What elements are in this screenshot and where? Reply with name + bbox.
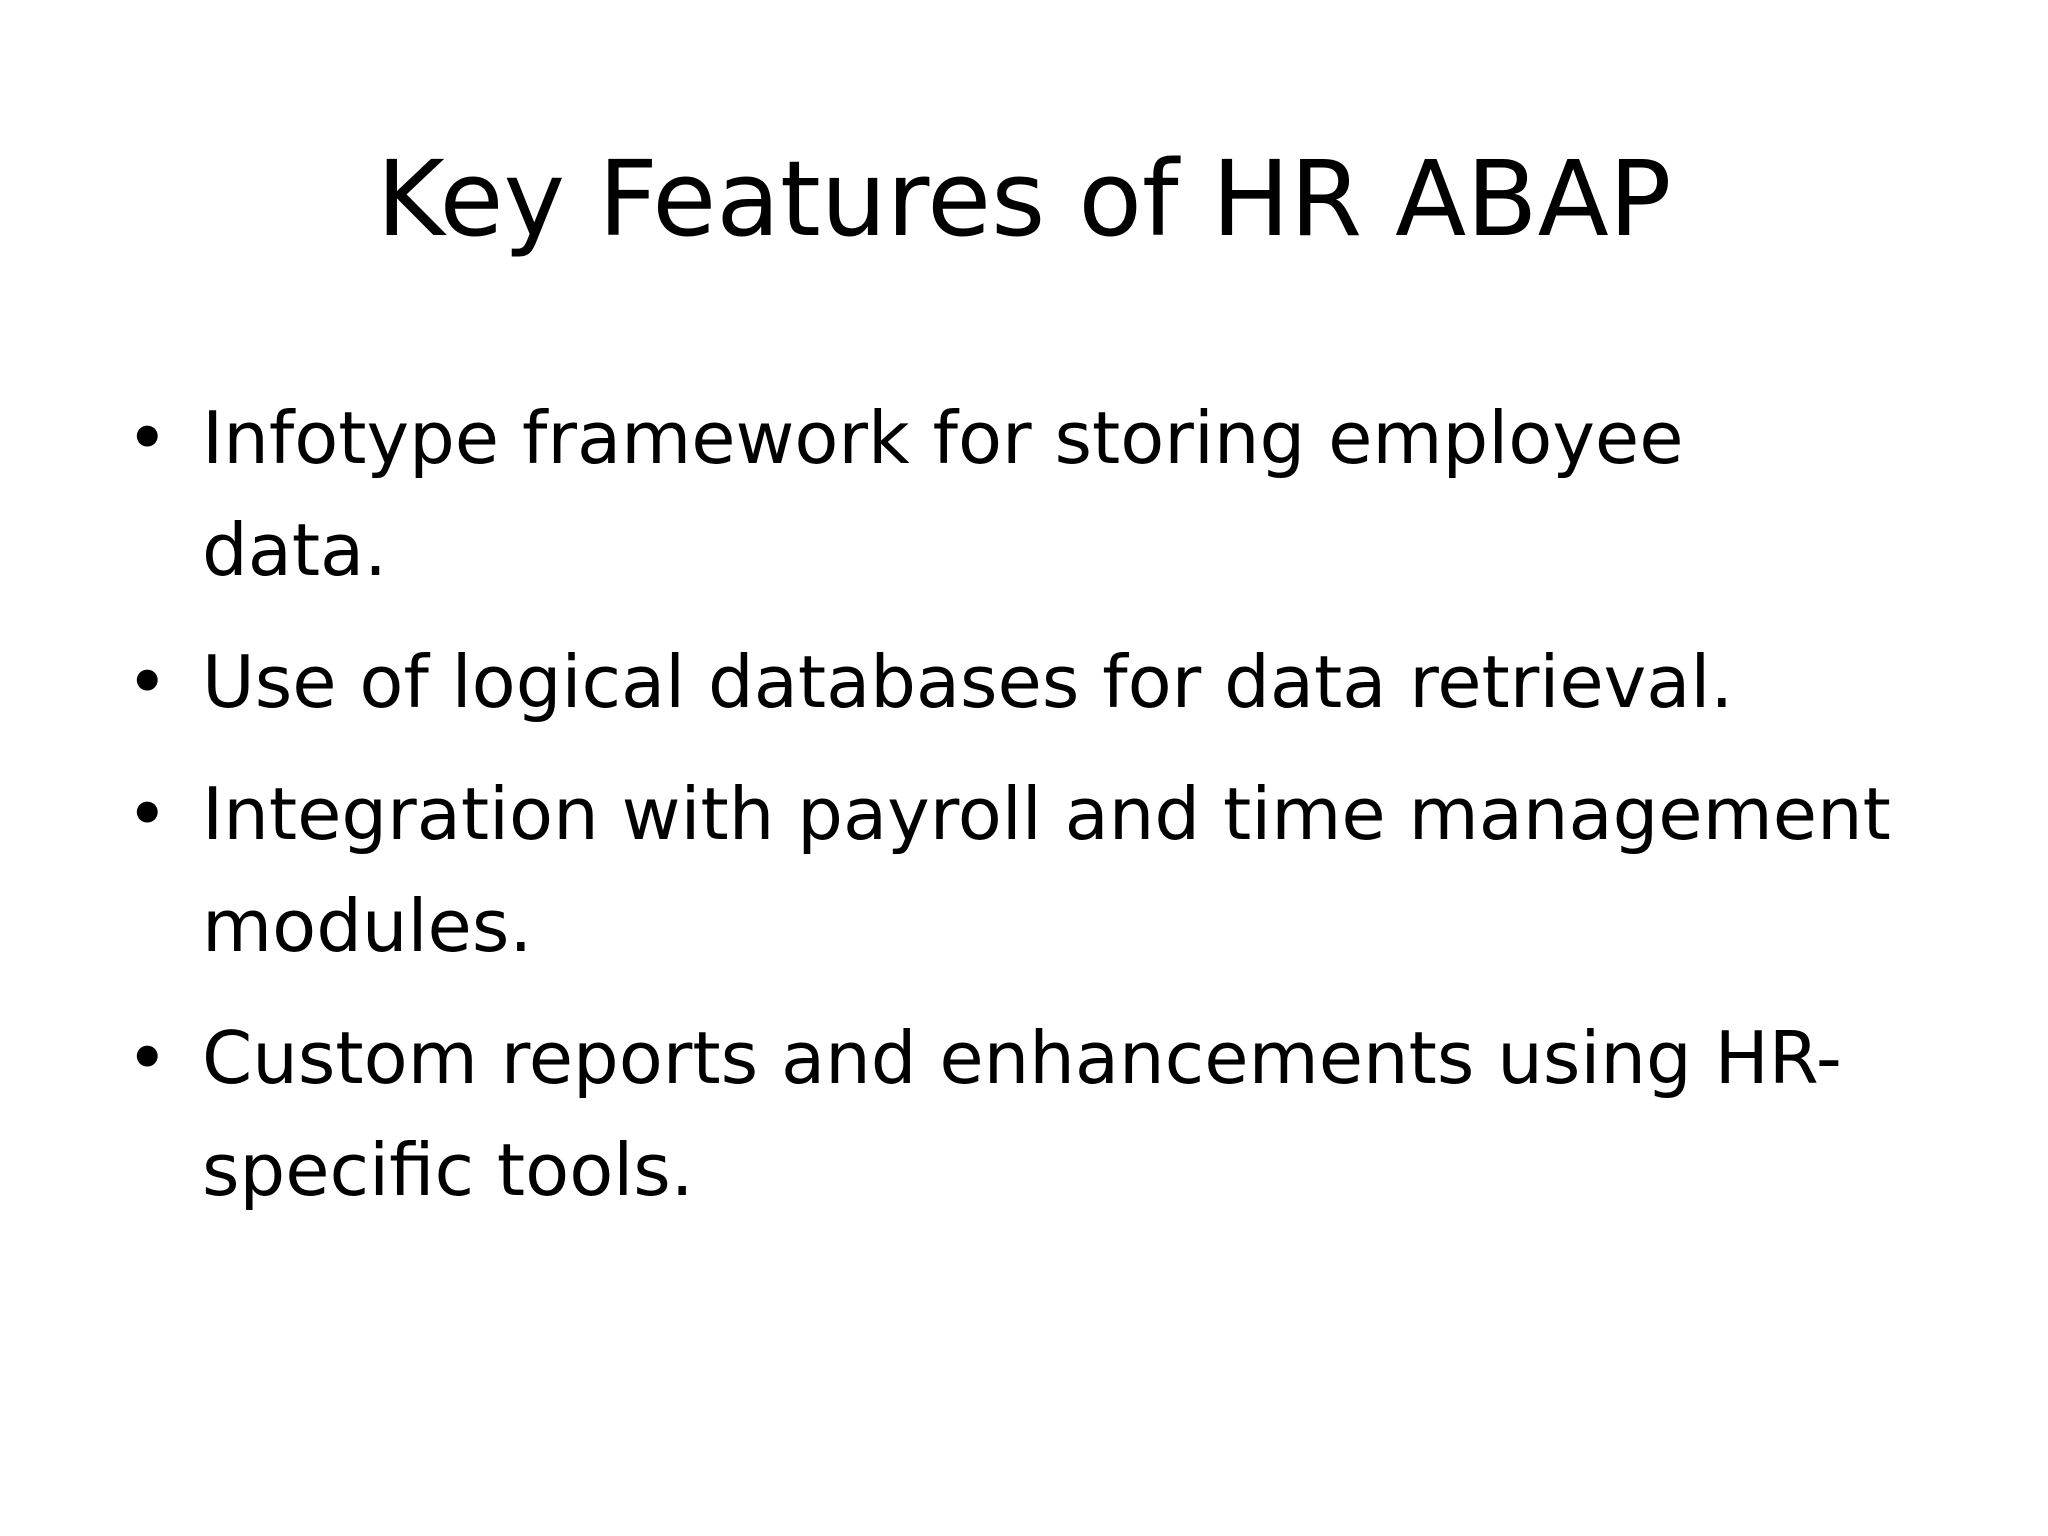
bullet-item bbox=[118, 626, 1958, 738]
bullet-item bbox=[118, 382, 1958, 606]
bullet-line: data. bbox=[202, 508, 388, 592]
bullet-list bbox=[118, 382, 1958, 1246]
bullet-icon: • bbox=[126, 1016, 169, 1100]
bullet-icon: • bbox=[126, 772, 169, 856]
slide-title: Key Features of HR ABAP bbox=[376, 138, 1672, 260]
bullet-line: Custom reports and enhancements using HR- bbox=[202, 1016, 1842, 1100]
bullet-line: modules. bbox=[202, 884, 533, 968]
bullet-line: Use of logical databases for data retrieval. bbox=[202, 640, 1734, 724]
bullet-item bbox=[118, 758, 1958, 982]
bullet-icon: • bbox=[126, 396, 169, 480]
bullet-line: specific tools. bbox=[202, 1128, 694, 1212]
bullet-item bbox=[118, 1002, 1958, 1226]
bullet-line: Integration with payroll and time management bbox=[202, 772, 1891, 856]
bullet-line: Infotype framework for storing employee bbox=[202, 396, 1684, 480]
bullet-icon: • bbox=[126, 640, 169, 724]
